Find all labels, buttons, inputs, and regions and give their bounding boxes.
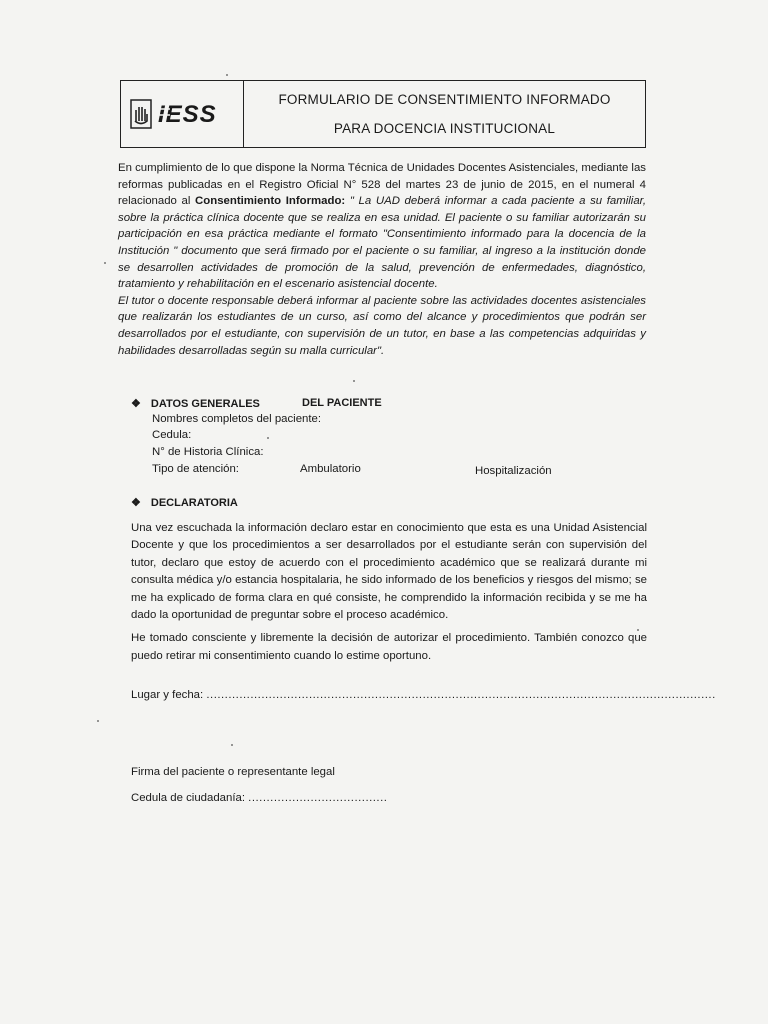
declaratoria-title: DECLARATORIA — [150, 496, 238, 509]
scan-speck — [104, 262, 106, 264]
declaratoria-paragraph-1: Una vez escuchada la información declaro estar en conocimiento que esta es una Unidad Asistencial Docente y que los procedimientos a ser desarrollados por el estudiante serán con supervisión del tutor, declaro que estoy de acuerdo con el procedimiento académico que se realizará durante mi consulta médica y/o estancia hospitalaria, he sido informado de los beneficios y riesgos del mismo; se me ha explicado de forma clara en qué consiste, he comprendido la información recibida y se me ha dado la oportunidad de preguntar sobre el proceso académico. — [131, 522, 647, 622]
declaratoria-text — [131, 520, 647, 671]
declaratoria-paragraph-2: He tomado consciente y libremente la decisión de autorizar el procedimiento. También conozco que puedo retirar mi consentimiento cuando lo estime oportuno. — [131, 632, 647, 662]
intro-p1-italic: " La UAD deberá informar a cada paciente a su familiar, sobre la práctica clínica docente que se realiza en esa unidad. El paciente o su familiar autorizarán su participación en esa práctica mediante el formato "Consentimiento informado para la docencia de la Institución " documento que será firmado por el paciente o su familiar, al ingreso a la institución donde se desarrollen actividades de promoción de la salud, prevención de enfermedades, diagnóstico, tratamiento y rehabilitación en el escenario asistencial docente. — [118, 195, 646, 291]
cedula-ciudadania-line[interactable]: ...................................... — [248, 792, 388, 804]
lugar-fecha-label: Lugar y fecha: — [131, 689, 204, 701]
declaratoria-heading — [131, 496, 238, 509]
cedula-ciudadania-field[interactable] — [131, 792, 387, 804]
diamond-bullet-icon: ❖ — [131, 398, 141, 410]
cedula-ciudadania-label: Cedula de ciudadanía: — [131, 792, 245, 804]
lugar-fecha-field[interactable] — [131, 689, 716, 701]
scan-speck — [637, 629, 639, 631]
datos-generales-heading — [131, 397, 260, 410]
diamond-bullet-icon: ❖ — [131, 497, 141, 509]
historia-clinica-label: N° de Historia Clínica: — [152, 446, 264, 458]
intro-text — [118, 160, 646, 359]
form-title-line2: PARA DOCENCIA INSTITUCIONAL — [333, 121, 556, 136]
datos-title-a: DATOS GENERALES — [150, 397, 260, 410]
intro-p1-plain: En cumplimiento de lo que dispone la Norma Técnica de Unidades Docentes Asistenciales, mediante las reformas publicadas en el Registro Oficial N° 528 del martes 23 de junio de 2015, en el numeral 4 relacionado al — [118, 162, 646, 208]
intro-paragraph-1 — [118, 160, 646, 293]
tipo-atencion-label: Tipo de atención: — [152, 463, 239, 475]
form-title-line1: FORMULARIO DE CONSENTIMIENTO INFORMADO — [278, 92, 611, 107]
scan-speck — [353, 380, 355, 382]
iess-wordmark — [156, 101, 234, 127]
iess-logo — [121, 81, 244, 147]
scan-speck — [231, 744, 233, 746]
intro-paragraph-2: El tutor o docente responsable deberá informar al paciente sobre las actividades docentes asistenciales que realizarán los estudiantes de un curso, así como del alcance y procedimientos que podrán ser desarrollados por el estudiante, con supervisión de un tutor, en base a las competencias adquiridas y habilidades desarrolladas según su malla curricular". — [118, 294, 646, 357]
datos-title-b: DEL PACIENTE — [302, 397, 382, 409]
svg-text:IESS: IESS — [158, 101, 217, 127]
scan-speck — [97, 720, 99, 722]
option-hospitalizacion[interactable]: Hospitalización — [475, 465, 552, 477]
hand-emblem-icon — [130, 99, 152, 129]
form-header — [120, 80, 646, 148]
lugar-fecha-line[interactable]: ........................................................................................................................................... — [206, 689, 716, 701]
scan-speck — [267, 437, 269, 439]
nombres-label: Nombres completos del paciente: — [152, 413, 322, 425]
scan-speck — [226, 74, 228, 76]
firma-label: Firma del paciente o representante legal — [131, 766, 335, 778]
cedula-label: Cedula: — [152, 429, 192, 441]
option-ambulatorio[interactable]: Ambulatorio — [300, 463, 361, 475]
intro-p1-bold: Consentimiento Informado: — [195, 195, 346, 208]
